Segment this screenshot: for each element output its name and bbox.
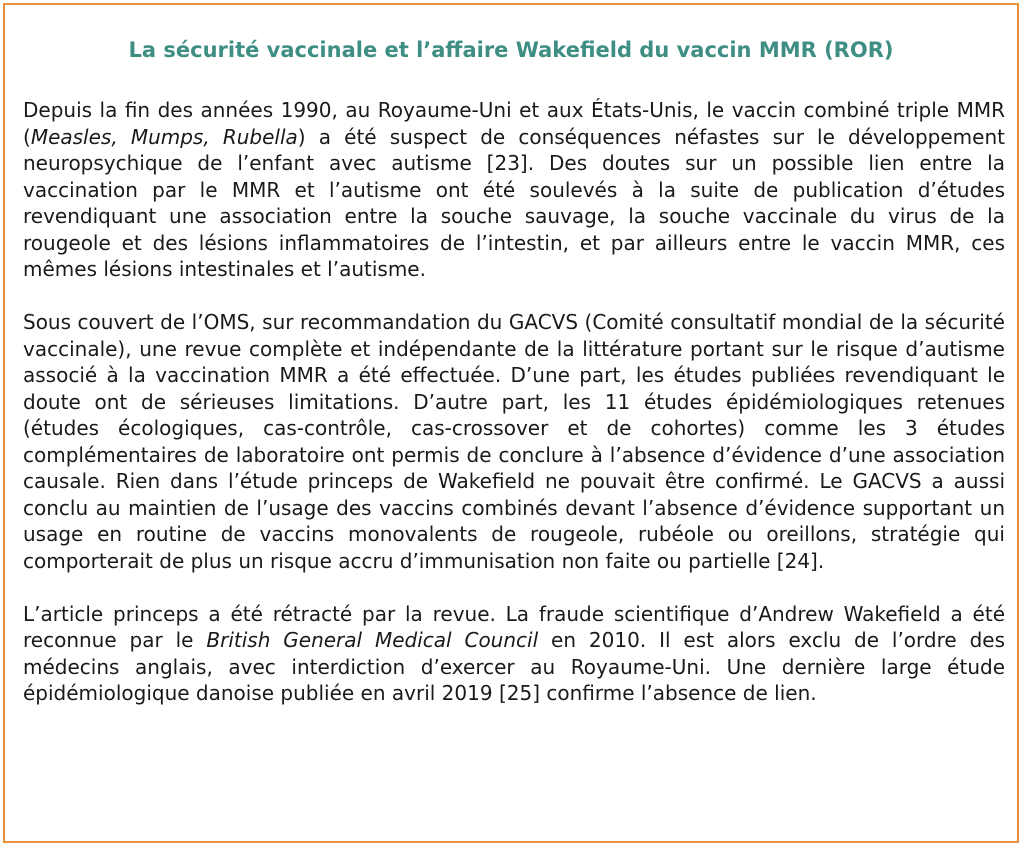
box-title: La sécurité vaccinale et l’affaire Wakefield du vaccin MMR (ROR)	[128, 38, 894, 62]
paragraph-2	[23, 309, 1005, 574]
paragraph-3-text-a: L’article princeps a été rétracté par la revue. La fraude scientifique d’Andrew Wakefield a été reconnue par le	[23, 601, 1005, 652]
paragraph-3-italic: British General Medical Council	[206, 628, 539, 652]
paragraph-2-text: Sous couvert de l’OMS, sur recommandation du GACVS (Comité consultatif mondial de la sécurité vaccinale), une revue complète et indépendante de la littérature portant sur le risque d’autisme associé à la vaccination MMR a été effectuée. D’une part, les études publiées revendiquant le doute ont de sérieuses limitations. D’autre part, les 11 études épidémiologiques retenues (études écologiques, cas-contrôle, cas-crossover et de cohortes) comme les 3 études complémentaires de laboratoire ont permis de conclure à l’absence d’évidence d’une association causale. Rien dans l’étude princeps de Wakefield ne pouvait être confirmé. Le GACVS a aussi conclu au maintien de l’usage des vaccins combinés devant l’absence d’évidence supportant un usage en routine de vaccins monovalents de rougeole, rubéole ou oreillons, stratégie qui comporterait de plus un risque accru d’immunisation non faite ou partielle [24].	[23, 310, 1005, 573]
paragraph-1-text-b: ) a été suspect de conséquences néfastes sur le développement neuropsychique de l’enfant avec autisme [23]. Des doutes sur un possible lien entre la vaccination par le MMR et l’autisme ont été soulevés à la suite de publication d’études revendiquant une association entre la souche sauvage, la souche vaccinale du virus de la rougeole et des lésions inflammatoires de l’intestin, et par ailleurs entre le vaccin MMR, ces mêmes lésions intestinales et l’autisme.	[23, 124, 1005, 281]
paragraph-3-text-b: en 2010. Il est alors exclu de l’ordre des médecins anglais, avec interdiction d’exercer au Royaume-Uni. Une dernière large étude épidémiologique danoise publiée en avril 2019 [25] confirme l’absence de lien.	[23, 628, 1006, 705]
paragraph-1-italic: Measles, Mumps, Rubella	[30, 124, 298, 149]
paragraph-1-text-a: Depuis la fin des années 1990, au Royaume-Uni et aux États-Unis, le vaccin combiné triple MMR (	[23, 98, 1005, 149]
info-box	[3, 3, 1019, 843]
box-body	[23, 97, 1005, 707]
paragraph-3	[23, 601, 1005, 707]
paragraph-1	[23, 97, 1005, 283]
